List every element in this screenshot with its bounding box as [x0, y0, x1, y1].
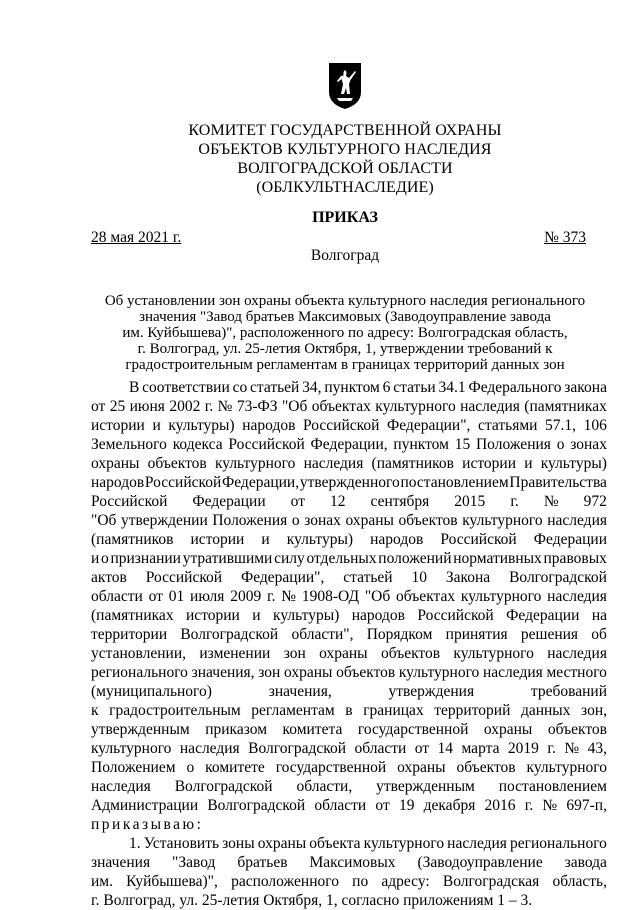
body-line: области от 01 июля 2009 г. № 1908-ОД "Об объектах культурного наследия [91, 588, 607, 605]
subject-line: им. Куйбышева)", расположенного по адресу: Волгоградская область, [122, 325, 568, 341]
order-city: Волгоград [310, 247, 380, 264]
body-line: утвержденным приказом комитета государственной охраны объектов [91, 721, 607, 738]
body-line: Земельного кодекса Российской Федерации, пунктом 15 Положения о зонах [91, 436, 607, 453]
body-line: народов Российской Федерации, утвержденного постановлением Правительства [91, 474, 607, 491]
body-line: 1. Установить зоны охраны объекта культурного наследия регионального [129, 835, 607, 852]
org-line: (ОБЛКУЛЬТНАСЛЕДИЕ) [256, 179, 434, 196]
body-line: Российской Федерации от 12 сентября 2015 г. № 972 [91, 493, 607, 510]
body-line: актов Российской Федерации", статьей 10 Закона Волгоградской [91, 569, 607, 586]
body-line: регионального значения, зон охраны объектов культурного наследия местного [91, 664, 607, 681]
org-line: КОМИТЕТ ГОСУДАРСТВЕННОЙ ОХРАНЫ [188, 122, 502, 139]
body-line: установлении, изменении зон охраны объектов культурного наследия [91, 645, 607, 662]
body-line: истории и культуры) народов Российской Федерации", статьями 57.1, 106 [91, 417, 607, 434]
body-line: Администрации Волгоградской области от 19 декабря 2016 г. № 697-п, [91, 797, 607, 814]
body-line: (памятниках истории и культуры) народов Российской Федерации на [91, 607, 607, 624]
body-line: (памятников истории и культуры) народов Российской Федерации [91, 531, 607, 548]
body-line: наследия Волгоградской области, утвержденным постановлением [91, 778, 607, 795]
org-line: ОБЪЕКТОВ КУЛЬТУРНОГО НАСЛЕДИЯ [198, 141, 492, 158]
body-line: от 25 июня 2002 г. № 73-ФЗ "Об объектах культурного наследия (памятниках [91, 398, 607, 415]
body-line: "Об утверждении Положения о зонах охраны объектов культурного наследия [91, 512, 607, 529]
order-number: № 373 [544, 229, 586, 246]
body-line: территории Волгоградской области", Порядком принятия решения об [91, 626, 607, 643]
subject-line: Об установлении зон охраны объекта культурного наследия регионального [104, 293, 586, 309]
body-line: им. Куйбышева)", расположенного по адресу: Волгоградская область, [91, 873, 607, 890]
organization-name [150, 121, 540, 197]
body-line: Положением о комитете государственной охраны объектов культурного [91, 759, 607, 776]
document-title: ПРИКАЗ [312, 209, 378, 226]
org-line: ВОЛГОГРАДСКОЙ ОБЛАСТИ [237, 160, 453, 177]
order-body [91, 378, 607, 910]
body-line: приказываю: [91, 816, 204, 833]
subject-line: градостроительным регламентам в границах территорий данных зон [125, 357, 565, 373]
subject-line: значения "Завод братьев Максимовых (Заводоуправление завода [139, 309, 551, 325]
body-line: В соответствии со статьей 34, пунктом 6 статьи 34.1 Федерального закона [129, 379, 607, 396]
order-subject [95, 293, 595, 373]
body-line: охраны объектов культурного наследия (памятников истории и культуры) [91, 455, 607, 472]
body-line: г. Волгоград, ул. 25-летия Октября, 1, согласно приложениям 1 – 3. [91, 892, 533, 909]
body-line: культурного наследия Волгоградской области от 14 марта 2019 г. № 43, [91, 740, 607, 757]
volgograd-coat-of-arms-icon [328, 62, 362, 110]
body-line: значения "Завод братьев Максимовых (Заводоуправление завода [91, 854, 607, 871]
body-line: (муниципального) значения, утверждения требований [91, 683, 607, 700]
order-date: 28 мая 2021 г. [91, 229, 182, 246]
subject-line: г. Волгоград, ул. 25-летия Октября, 1, утверждении требований к [137, 341, 553, 357]
body-line: к градостроительным регламентам в границах территорий данных зон, [91, 702, 607, 719]
body-line: и о признании утратившими силу отдельных положений нормативных правовых [91, 550, 607, 567]
